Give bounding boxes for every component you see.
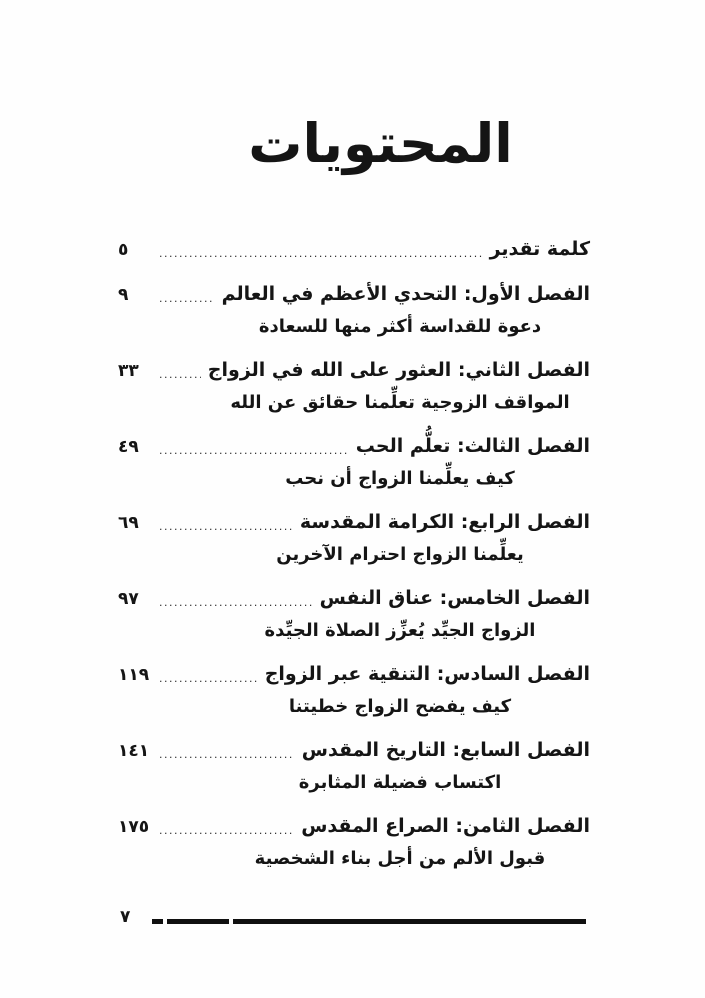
page-number: ١١٩ — [118, 665, 150, 685]
toc-entry — [118, 583, 590, 646]
chapter-title: الفصل الخامس: عناق النفس — [319, 587, 590, 609]
toc-entry — [118, 507, 590, 570]
dot-leader — [159, 286, 215, 311]
chapter-title: الفصل الثالث: تعلُّم الحب — [355, 435, 590, 457]
dot-leader — [159, 742, 295, 767]
chapter-subtitle: كيف يفضح الزواج خطيتنا — [288, 696, 512, 717]
dot-leader — [159, 241, 483, 266]
page-title: المحتويات — [248, 112, 513, 175]
footer-page-number: ٧ — [120, 907, 131, 927]
toc-entry — [118, 279, 590, 342]
dot-leader — [159, 818, 294, 843]
chapter-title: الفصل السادس: التنقية عبر الزواج — [264, 663, 590, 685]
chapter-title: الفصل الأول: التحدي الأعظم في العالم — [221, 283, 590, 305]
page-number: ٣٣ — [118, 361, 139, 381]
page-footer — [0, 903, 705, 937]
chapter-subtitle: دعوة للقداسة أكثر منها للسعادة — [258, 316, 542, 337]
page-number: ١٤١ — [118, 741, 150, 761]
dot-leader — [159, 590, 313, 615]
footer-rule-segment-short — [152, 919, 163, 924]
footer-rule — [152, 919, 586, 924]
chapter-subtitle: كيف يعلِّمنا الزواج أن نحب — [285, 468, 515, 489]
dot-leader — [159, 514, 293, 539]
chapter-title: كلمة تقدير — [489, 238, 590, 260]
toc-entry — [118, 355, 590, 418]
chapter-title: الفصل السابع: التاريخ المقدس — [301, 739, 590, 761]
page-number: ٥ — [118, 240, 129, 260]
chapter-subtitle: اكتساب فضيلة المثابرة — [298, 772, 502, 793]
page-number: ٦٩ — [118, 513, 139, 533]
page-number: ٩٧ — [118, 589, 139, 609]
page-number: ٩ — [118, 285, 129, 305]
toc-list — [118, 234, 590, 874]
footer-rule-segment-medium — [167, 919, 229, 924]
toc-entry — [118, 659, 590, 722]
toc-entry — [118, 735, 590, 798]
footer-rule-segment-long — [233, 919, 586, 924]
chapter-subtitle: الزواج الجيِّد يُعزِّز الصلاة الجيِّدة — [264, 620, 536, 641]
dot-leader — [159, 666, 258, 691]
toc-entry — [118, 811, 590, 874]
page-number: ٤٩ — [118, 437, 139, 457]
chapter-title: الفصل الثاني: العثور على الله في الزواج — [207, 359, 590, 381]
dot-leader — [159, 362, 201, 387]
chapter-title: الفصل الثامن: الصراع المقدس — [301, 815, 590, 837]
chapter-subtitle: المواقف الزوجية تعلِّمنا حقائق عن الله — [230, 392, 570, 413]
chapter-subtitle: يعلِّمنا الزواج احترام الآخرين — [276, 544, 524, 565]
dot-leader — [159, 438, 349, 463]
chapter-title: الفصل الرابع: الكرامة المقدسة — [299, 511, 590, 533]
page-number: ١٧٥ — [118, 817, 150, 837]
toc-entry — [118, 431, 590, 494]
chapter-subtitle: قبول الألم من أجل بناء الشخصية — [254, 848, 546, 869]
toc-entry — [118, 234, 590, 266]
